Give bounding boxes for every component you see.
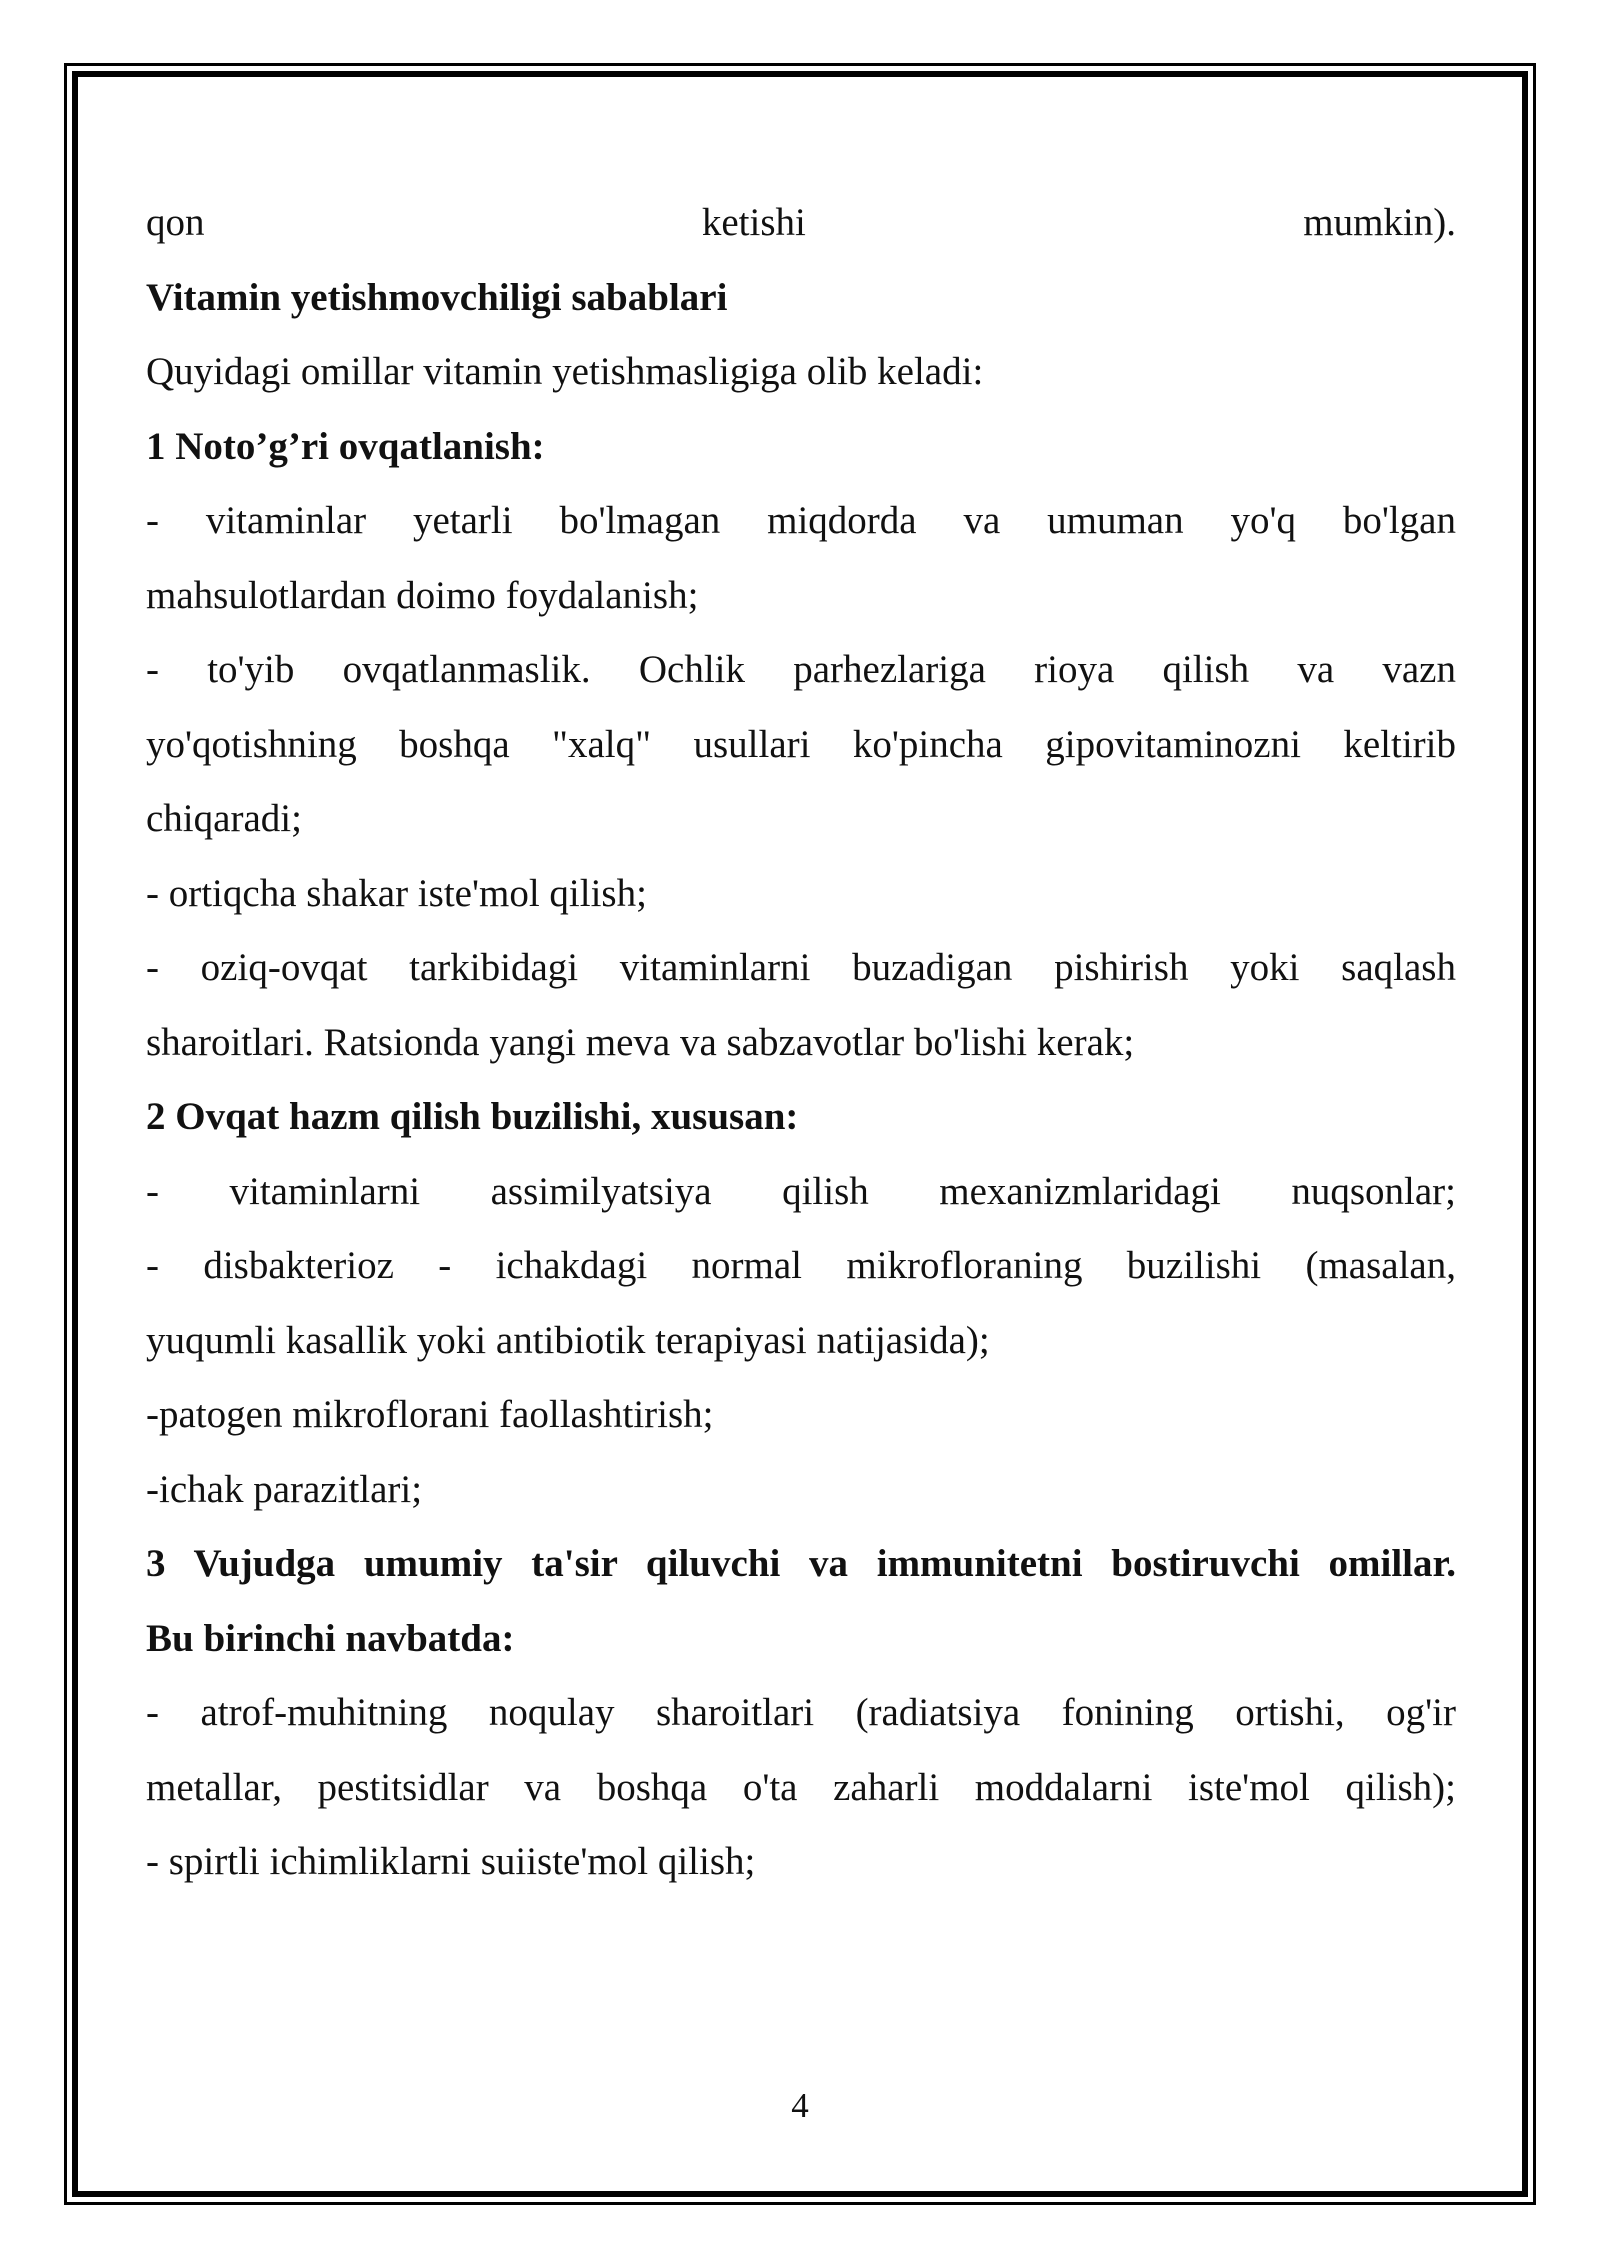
text-line: yo'qotishning boshqa "xalq" usullari ko'pincha gipovitaminozni keltirib [146, 722, 1456, 766]
section-heading: Vitamin yetishmovchiligi sabablari [146, 275, 728, 319]
document-body [146, 186, 1456, 1900]
text-line: - vitaminlar yetarli bo'lmagan miqdorda va umuman yo'q bo'lgan [146, 499, 1456, 542]
text-line: -patogen mikroflorani faollashtirish; [146, 1393, 714, 1436]
subsection-heading: Bu birinchi navbatda: [146, 1616, 515, 1660]
text-line: mahsulotlardan doimo foydalanish; [146, 573, 699, 617]
text-line: sharoitlari. Ratsionda yangi meva va sabzavotlar bo'lishi kerak; [146, 1020, 1135, 1064]
text-line: - vitaminlarni assimilyatsiya qilish mexanizmlaridagi nuqsonlar; [146, 1169, 1456, 1213]
subsection-heading: 3 Vujudga umumiy ta'sir qiluvchi va immunitetni bostiruvchi omillar. [146, 1542, 1456, 1585]
text-line: - spirtli ichimliklarni suiiste'mol qilish; [146, 1840, 756, 1883]
text-line: - oziq-ovqat tarkibidagi vitaminlarni buzadigan pishirish yoki saqlash [146, 946, 1456, 989]
text-line: qon ketishi mumkin). [146, 201, 1456, 244]
subsection-heading: 2 Ovqat hazm qilish buzilishi, xususan: [146, 1095, 799, 1138]
subsection-heading: 1 Noto’g’ri ovqatlanish: [146, 424, 545, 468]
text-line: -ichak parazitlari; [146, 1467, 423, 1511]
text-line: chiqaradi; [146, 797, 302, 840]
page-number: 4 [791, 2086, 809, 2125]
text-line: yuqumli kasallik yoki antibiotik terapiyasi natijasida); [146, 1318, 990, 1362]
text-line: - disbakterioz - ichakdagi normal mikrofloraning buzilishi (masalan, [146, 1244, 1456, 1287]
text-line: - ortiqcha shakar iste'mol qilish; [146, 871, 647, 915]
text-line: Quyidagi omillar vitamin yetishmasligiga olib keladi: [146, 350, 984, 393]
text-line: metallar, pestitsidlar va boshqa o'ta zaharli moddalarni iste'mol qilish); [146, 1765, 1456, 1809]
text-line: - atrof-muhitning noqulay sharoitlari (radiatsiya fonining ortishi, og'ir [146, 1691, 1456, 1734]
text-line: - to'yib ovqatlanmaslik. Ochlik parhezlariga rioya qilish va vazn [146, 648, 1456, 691]
